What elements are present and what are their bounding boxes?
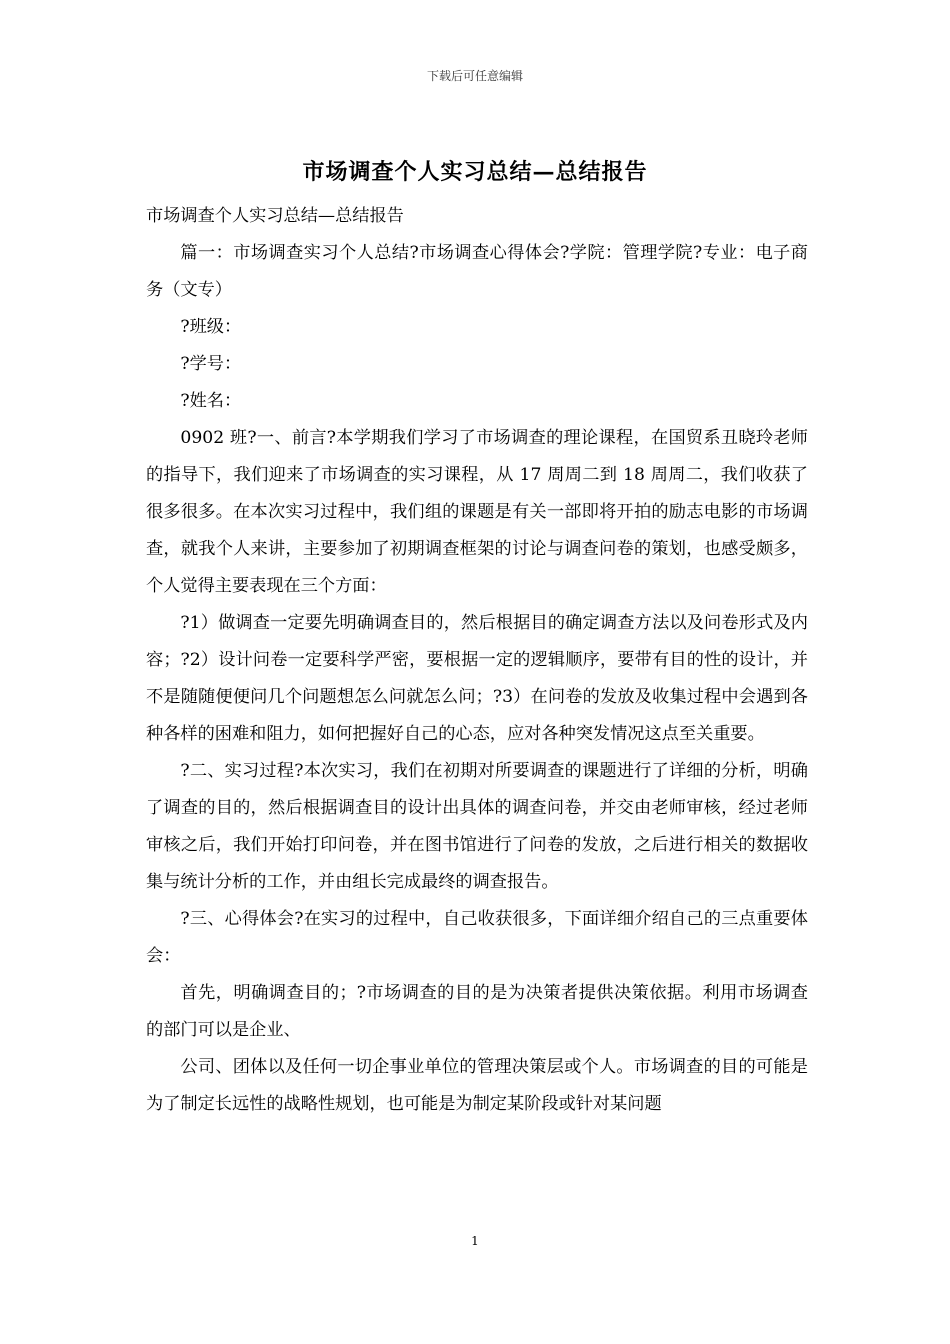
paragraph: ?姓名： (180, 391, 242, 411)
document-body (146, 198, 808, 1123)
paragraph: ?班级： (180, 317, 242, 337)
paragraph: ?学号： (180, 354, 242, 374)
document-title: 市场调查个人实习总结—总结报告 (302, 159, 648, 185)
paragraph: 公司、团体以及任何一切企事业单位的管理决策层或个人。市场调查的目的可能是为了制定长远性的战略性规划，也可能是为制定某阶段或针对某问题 (146, 1057, 808, 1114)
page-number: 1 (471, 1234, 479, 1248)
paragraph: ?1）做调查一定要先明确调查目的，然后根据目的确定调查方法以及问卷形式及内容；?2）设计问卷一定要科学严密，要根据一定的逻辑顺序，要带有目的性的设计，并不是随随便便问几个问题想怎么问就怎么问；?3）在问卷的发放及收集过程中会遇到各种各样的困难和阻力，如何把握好自己的心态，应对各种突发情况这点至关重要。 (146, 613, 808, 744)
paragraph: 0902 班?一、前言?本学期我们学习了市场调查的理论课程，在国贸系丑晓玲老师的指导下，我们迎来了市场调查的实习课程，从 17 周周二到 18 周周二，我们收获了很多很多。在本次实习过程中，我们组的课题是有关一部即将开拍的励志电影的市场调查，就我个人来讲，主要参加了初期调查框架的讨论与调查问卷的策划，也感受颇多，个人觉得主要表现在三个方面： (146, 428, 808, 596)
paragraph: 首先，明确调查目的；?市场调查的目的是为决策者提供决策依据。利用市场调查的部门可以是企业、 (146, 983, 808, 1040)
paragraph: 篇一：市场调查实习个人总结?市场调查心得体会?学院：管理学院?专业：电子商务（文专） (146, 243, 808, 300)
paragraph: ?二、实习过程?本次实习，我们在初期对所要调查的课题进行了详细的分析，明确了调查的目的，然后根据调查目的设计出具体的调查问卷，并交由老师审核，经过老师审核之后，我们开始打印问卷，并在图书馆进行了问卷的发放，之后进行相关的数据收集与统计分析的工作，并由组长完成最终的调查报告。 (146, 761, 808, 892)
paragraph: ?三、心得体会?在实习的过程中，自己收获很多，下面详细介绍自己的三点重要体会： (146, 909, 808, 966)
header-note: 下载后可任意编辑 (426, 69, 523, 83)
subtitle-paragraph: 市场调查个人实习总结—总结报告 (146, 206, 404, 226)
